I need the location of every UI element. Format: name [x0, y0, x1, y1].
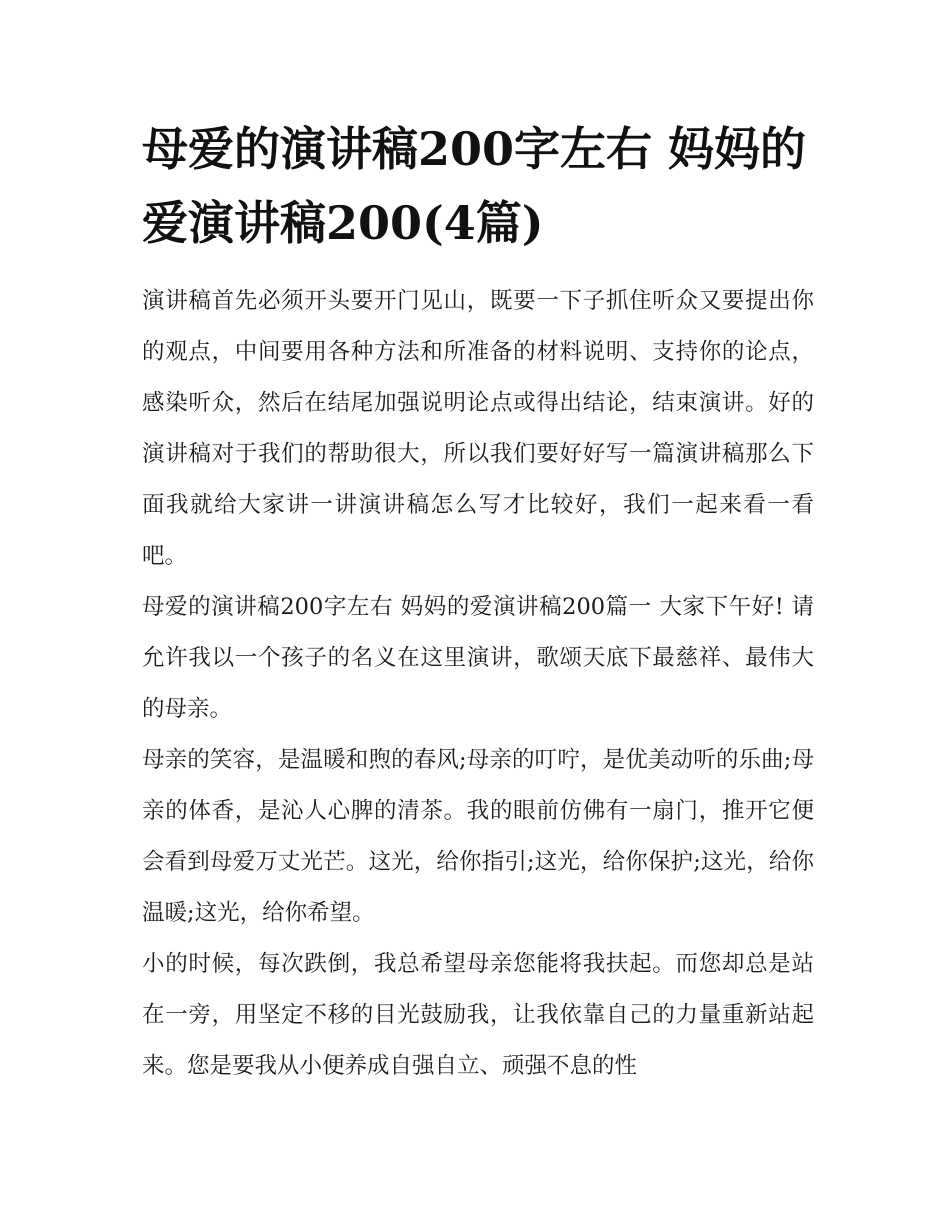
paragraph-intro: 演讲稿首先必须开头要开门见山，既要一下子抓住听众又要提出你的观点，中间要用各种方法和所准备的材料说明、支持你的论点，感染听众，然后在结尾加强说明论点或得出结论，结束演讲。好的演讲稿对于我们的帮助很大，所以我们要好好写一篇演讲稿那么下面我就给大家讲一讲演讲稿怎么写才比较好，我们一起来看一看吧。 — [142, 288, 814, 569]
document-title: 母爱的演讲稿200字左右 妈妈的爱演讲稿200(4篇) — [142, 122, 807, 250]
paragraph-childhood: 小的时候，每次跌倒，我总希望母亲您能将我扶起。而您却总是站在一旁，用坚定不移的目光鼓励我，让我依靠自己的力量重新站起来。您是要我从小便养成自强自立、顽强不息的性 — [142, 951, 814, 1079]
paragraph-greeting: 母爱的演讲稿200字左右 妈妈的爱演讲稿200篇一 大家下午好! 请允许我以一个孩子的名义在这里演讲，歌颂天底下最慈祥、最伟大的母亲。 — [142, 594, 814, 722]
paragraph-mother-smile: 母亲的笑容，是温暖和煦的春风;母亲的叮咛，是优美动听的乐曲;母亲的体香，是沁人心脾的清茶。我的眼前仿佛有一扇门，推开它便会看到母爱万丈光芒。这光，给你指引;这光，给你保护;这光，给你温暖;这光，给你希望。 — [142, 747, 814, 926]
document-body — [142, 276, 814, 1092]
